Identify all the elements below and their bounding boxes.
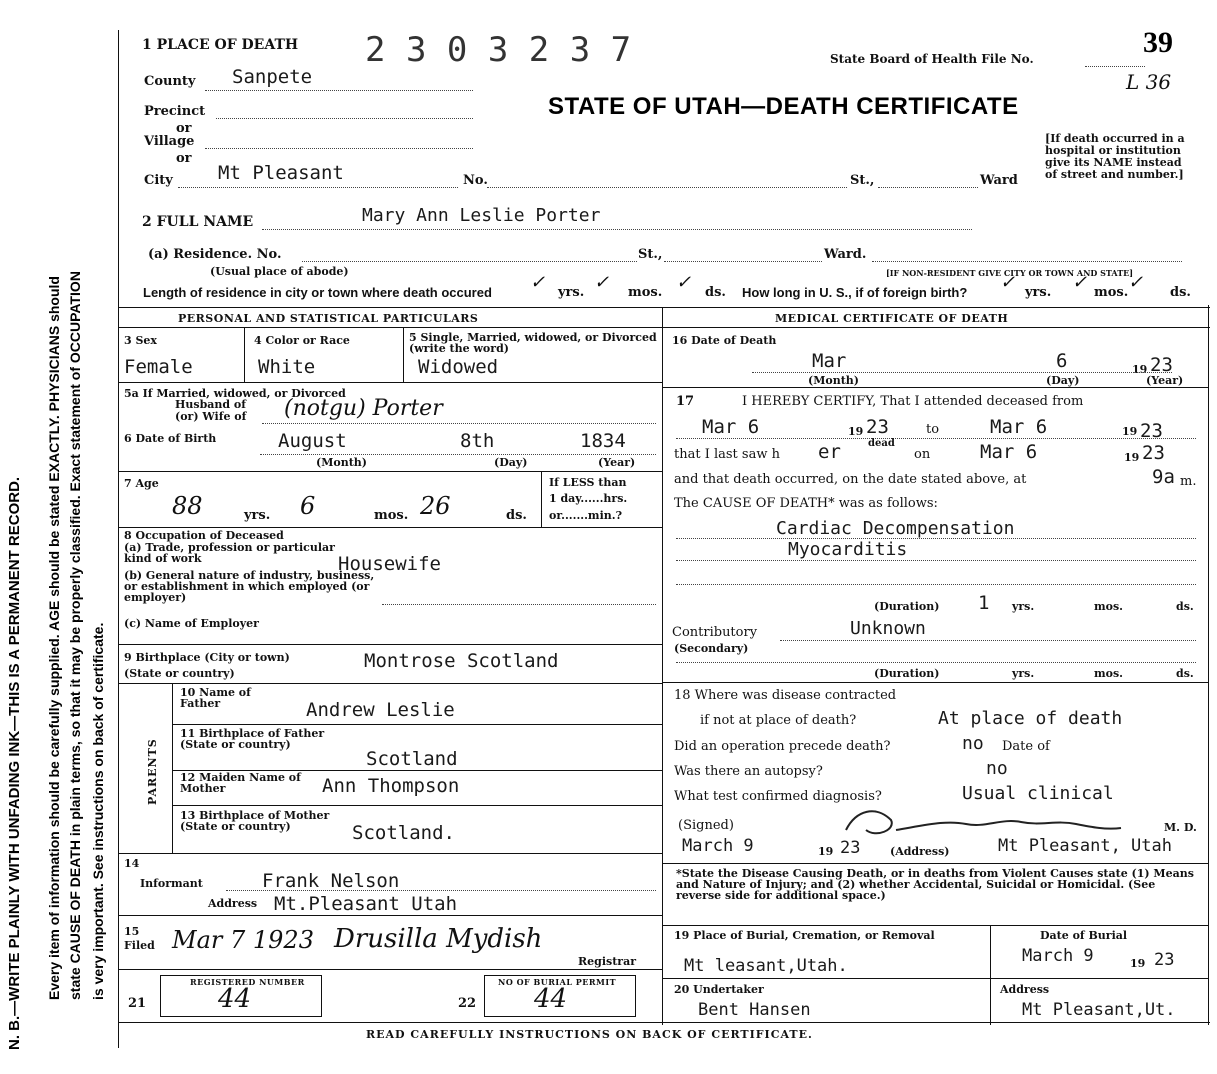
death-occurred-label: and that death occurred, on the date stated above, at — [674, 472, 1027, 487]
filed-number: 15 — [124, 925, 140, 938]
occupation-label: 8 Occupation of Deceased — [124, 529, 284, 542]
physician-address: Mt Pleasant, Utah — [998, 836, 1172, 856]
foreign-ds: ds. — [1170, 285, 1191, 300]
precinct-label: Precinct — [144, 104, 206, 119]
marital-value: Widowed — [418, 356, 499, 378]
color-value: White — [258, 356, 316, 378]
contributory-value: Unknown — [850, 618, 926, 639]
age-label: 7 Age — [124, 477, 159, 490]
cause-2: Myocarditis — [788, 539, 908, 560]
registered-number-header: REGISTERED NUMBER — [190, 977, 305, 987]
not-place-label: if not at place of death? — [700, 713, 857, 728]
undertaker-address: Mt Pleasant,Ut. — [1022, 1000, 1176, 1020]
death-month-sub: (Month) — [808, 374, 859, 387]
age-yrs-label: yrs. — [244, 508, 271, 523]
foreign-label: How long in U. S., if of foreign birth? — [742, 285, 968, 300]
last-saw-year: 23 — [1142, 442, 1165, 464]
occupation-b-label: (b) General nature of industry, business, or establishment in which employed (or employer) — [124, 569, 375, 604]
sex-value: Female — [124, 356, 193, 378]
dob-day-sub: (Day) — [494, 456, 528, 469]
spouse-label-b: Husband of — [175, 398, 246, 411]
left-border — [118, 30, 119, 1048]
right-border — [1208, 305, 1209, 1025]
dob-year-sub: (Year) — [598, 456, 636, 469]
check-mark: ✓ — [1072, 272, 1088, 293]
last-saw-suffix: er — [818, 441, 841, 463]
md-label: M. D. — [1164, 821, 1197, 834]
occupation-a-label: (a) Trade, profession or particular kind of work — [124, 541, 335, 565]
father-birth-label: 11 Birthplace of Father (State or country) — [180, 727, 325, 751]
city-value: Mt Pleasant — [218, 162, 344, 184]
less-than-3: or.......min.? — [549, 509, 623, 522]
st-label: St., — [850, 173, 875, 188]
spouse-label-c: (or) Wife of — [175, 410, 247, 423]
burial-date: March 9 — [1022, 946, 1094, 966]
attend-to: Mar 6 — [990, 416, 1048, 438]
certify-number: 17 — [676, 394, 695, 409]
side-note-4: is very important. See instructions on back of certificate. — [90, 622, 106, 1000]
county-value: Sanpete — [232, 66, 313, 88]
test-label: What test confirmed diagnosis? — [674, 789, 882, 804]
city-label: City — [144, 173, 173, 188]
length-mos: mos. — [628, 285, 663, 300]
undertaker-address-label: Address — [1000, 983, 1050, 996]
duration-mos: mos. — [1094, 600, 1123, 613]
color-label: 4 Color or Race — [254, 334, 350, 347]
ward-label: Ward — [980, 173, 1018, 188]
duration-yrs: yrs. — [1012, 600, 1035, 613]
to-label: to — [926, 422, 940, 437]
attend-from: Mar 6 — [702, 416, 760, 438]
footer-instructions: READ CAREFULLY INSTRUCTIONS ON BACK OF CERTIFICATE. — [366, 1028, 813, 1041]
permit-line-number: 22 — [458, 996, 477, 1011]
operation-label: Did an operation precede death? — [674, 739, 891, 754]
dob-month: August — [278, 430, 347, 452]
duration-value: 1 — [978, 592, 990, 614]
hospital-note: [If death occurred in a hospital or institution give its NAME instead of street and number.] — [1045, 132, 1185, 181]
registrar-label: Registrar — [578, 955, 637, 968]
cause-1: Cardiac Decompensation — [776, 518, 1015, 539]
signed-label: (Signed) — [678, 818, 734, 833]
signed-year: 23 — [840, 838, 861, 858]
mother-birth-label: 13 Birthplace of Mother (State or country) — [180, 809, 330, 833]
cause-label: The CAUSE OF DEATH* was as follows: — [674, 496, 938, 511]
informant-number: 14 — [124, 857, 140, 870]
contributory-label: Contributory — [672, 625, 758, 640]
filed-label: Filed — [124, 939, 155, 952]
sex-label: 3 Sex — [124, 334, 157, 347]
check-mark: ✓ — [1128, 272, 1144, 293]
length-residence-label: Length of residence in city or town where death occured — [143, 285, 492, 300]
spouse-value: (notgu) Porter — [284, 396, 443, 421]
death-month: Mar — [812, 350, 847, 372]
full-name-value: Mary Ann Leslie Porter — [362, 205, 601, 226]
birthplace-sub: (State or country) — [124, 667, 235, 680]
side-note-3: state CAUSE OF DEATH in plain terms, so that it may be properly classified. Exact statement of OCCUPATION — [67, 271, 83, 1000]
signed-year-prefix: 19 — [818, 845, 834, 858]
burial-date-label: Date of Burial — [1040, 929, 1128, 942]
death-time-suffix: m. — [1180, 474, 1197, 489]
contract-place: At place of death — [938, 708, 1123, 729]
less-than-2: 1 day......hrs. — [549, 492, 628, 505]
autopsy-label: Was there an autopsy? — [674, 764, 823, 779]
or-label-2: or — [176, 151, 192, 166]
occupation-value: Housewife — [338, 553, 441, 575]
check-mark: ✓ — [594, 272, 610, 293]
last-saw-label: that I last saw h — [674, 447, 780, 462]
burial-permit-header: NO OF BURIAL PERMIT — [498, 977, 617, 987]
informant-address-value: Mt.Pleasant Utah — [274, 893, 458, 915]
parents-label: PARENTS — [146, 738, 159, 805]
dob-day: 8th — [460, 430, 495, 452]
less-than-1: If LESS than — [549, 476, 627, 489]
length-yrs: yrs. — [558, 285, 585, 300]
medical-section-title: MEDICAL CERTIFICATE OF DEATH — [775, 312, 1009, 325]
registrar-signature: Drusilla Mydish — [334, 924, 543, 954]
registered-number-value: 44 — [218, 984, 252, 1014]
residence-st-label: St., — [638, 247, 663, 262]
signed-date: March 9 — [682, 836, 754, 856]
age-days: 26 — [420, 492, 451, 520]
duration-ds: ds. — [1176, 600, 1194, 613]
marital-label: 5 Single, Married, widowed, or Divorced (write the word) — [409, 331, 657, 355]
file-no-label: State Board of Health File No. — [830, 52, 1034, 66]
certify-text: I HEREBY CERTIFY, That I attended deceased from — [742, 394, 1084, 409]
attend-from-year: 23 — [866, 416, 889, 438]
date-of-label: Date of — [1002, 739, 1050, 754]
residence-label: (a) Residence. No. — [148, 247, 282, 262]
dob-month-sub: (Month) — [316, 456, 367, 469]
on-label: on — [914, 447, 931, 462]
secondary-label: (Secondary) — [674, 642, 749, 655]
death-day-sub: (Day) — [1046, 374, 1080, 387]
spouse-label-a: 5a If Married, widowed, or Divorced — [124, 387, 346, 400]
age-months: 6 — [300, 492, 316, 520]
informant-address-label: Address — [208, 897, 258, 910]
address-label: (Address) — [890, 845, 950, 858]
side-note-2: Every item of information should be carefully supplied. AGE should be stated EXACTLY. PHYSICIANS should — [46, 276, 62, 1000]
place-of-death-label: 1 PLACE OF DEATH — [142, 37, 299, 53]
death-year-sub: (Year) — [1146, 374, 1184, 387]
burial-place-value: Mt leasant,Utah. — [684, 956, 848, 976]
alive-dead: dead — [868, 438, 895, 449]
duration-label: (Duration) — [874, 600, 940, 613]
father-value: Andrew Leslie — [306, 699, 455, 721]
personal-section-title: PERSONAL AND STATISTICAL PARTICULARS — [178, 312, 479, 325]
page-title: STATE OF UTAH—DEATH CERTIFICATE — [548, 93, 1019, 120]
undertaker-value: Bent Hansen — [698, 1000, 811, 1020]
test-value: Usual clinical — [962, 783, 1114, 804]
side-note-1: N. B.—WRITE PLAINLY WITH UNFADING INK—THIS IS A PERMANENT RECORD. — [6, 476, 23, 1050]
informant-value: Frank Nelson — [262, 870, 400, 892]
age-years: 88 — [172, 492, 203, 520]
age-mos-label: mos. — [374, 508, 409, 523]
death-day: 6 — [1056, 350, 1068, 372]
residence-sub-label: (Usual place of abode) — [210, 265, 349, 278]
father-label: 10 Name of Father — [180, 686, 251, 710]
full-name-label: 2 FULL NAME — [142, 214, 254, 230]
check-mark: ✓ — [1000, 272, 1016, 293]
mother-birth-value: Scotland. — [352, 822, 455, 844]
death-year-prefix: 19 — [1132, 363, 1148, 376]
duration2-label: (Duration) — [874, 667, 940, 680]
residence-ward-label: Ward. — [824, 247, 867, 262]
reg-line-number: 21 — [128, 996, 147, 1011]
date-of-death-label: 16 Date of Death — [672, 334, 777, 347]
dob-label: 6 Date of Birth — [124, 432, 217, 445]
footnote: *State the Disease Causing Death, or in deaths from Violent Causes state (1) Means and Nature of Injury; and (2) whether Accidental, Suicidal or Homicidal. (See reverse side for additional space.) — [676, 867, 1194, 902]
burial-year-prefix: 19 — [1130, 957, 1146, 970]
father-birth-value: Scotland — [366, 748, 458, 770]
certificate-number: 2 3 0 3 2 3 7 — [365, 30, 632, 70]
operation-value: no — [962, 733, 984, 754]
foreign-mos: mos. — [1094, 285, 1129, 300]
last-saw-date: Mar 6 — [980, 441, 1038, 463]
file-no-handwritten: L 36 — [1126, 70, 1172, 94]
village-label: Village — [144, 134, 195, 149]
age-ds-label: ds. — [506, 508, 527, 523]
check-mark: ✓ — [676, 272, 692, 293]
filed-date: Mar 7 1923 — [172, 926, 314, 954]
no-label: No. — [463, 173, 488, 188]
mother-value: Ann Thompson — [322, 775, 460, 797]
employer-label: (c) Name of Employer — [124, 617, 259, 630]
length-ds: ds. — [705, 285, 726, 300]
burial-place-label: 19 Place of Burial, Cremation, or Removal — [674, 929, 935, 942]
nonresident-note: [IF NON-RESIDENT GIVE CITY OR TOWN AND STATE] — [886, 268, 1134, 278]
mother-label: 12 Maiden Name of Mother — [180, 771, 301, 795]
page-number: 39 — [1143, 26, 1173, 59]
informant-label: Informant — [140, 877, 203, 890]
contract-label: 18 Where was disease contracted — [674, 688, 897, 703]
dob-year: 1834 — [580, 430, 626, 452]
check-mark: ✓ — [530, 272, 546, 293]
foreign-yrs: yrs. — [1025, 285, 1052, 300]
birthplace-label: 9 Birthplace (City or town) — [124, 651, 290, 664]
death-year: 23 — [1150, 354, 1173, 376]
death-time: 9a — [1152, 466, 1175, 488]
autopsy-value: no — [986, 758, 1008, 779]
burial-permit-value: 44 — [534, 984, 568, 1014]
burial-year: 23 — [1154, 950, 1175, 970]
undertaker-label: 20 Undertaker — [674, 983, 764, 996]
birthplace-value: Montrose Scotland — [364, 650, 559, 672]
county-label: County — [144, 74, 196, 89]
attend-to-year: 23 — [1140, 420, 1163, 442]
or-label-1: or — [176, 121, 192, 136]
center-divider — [662, 307, 663, 1025]
